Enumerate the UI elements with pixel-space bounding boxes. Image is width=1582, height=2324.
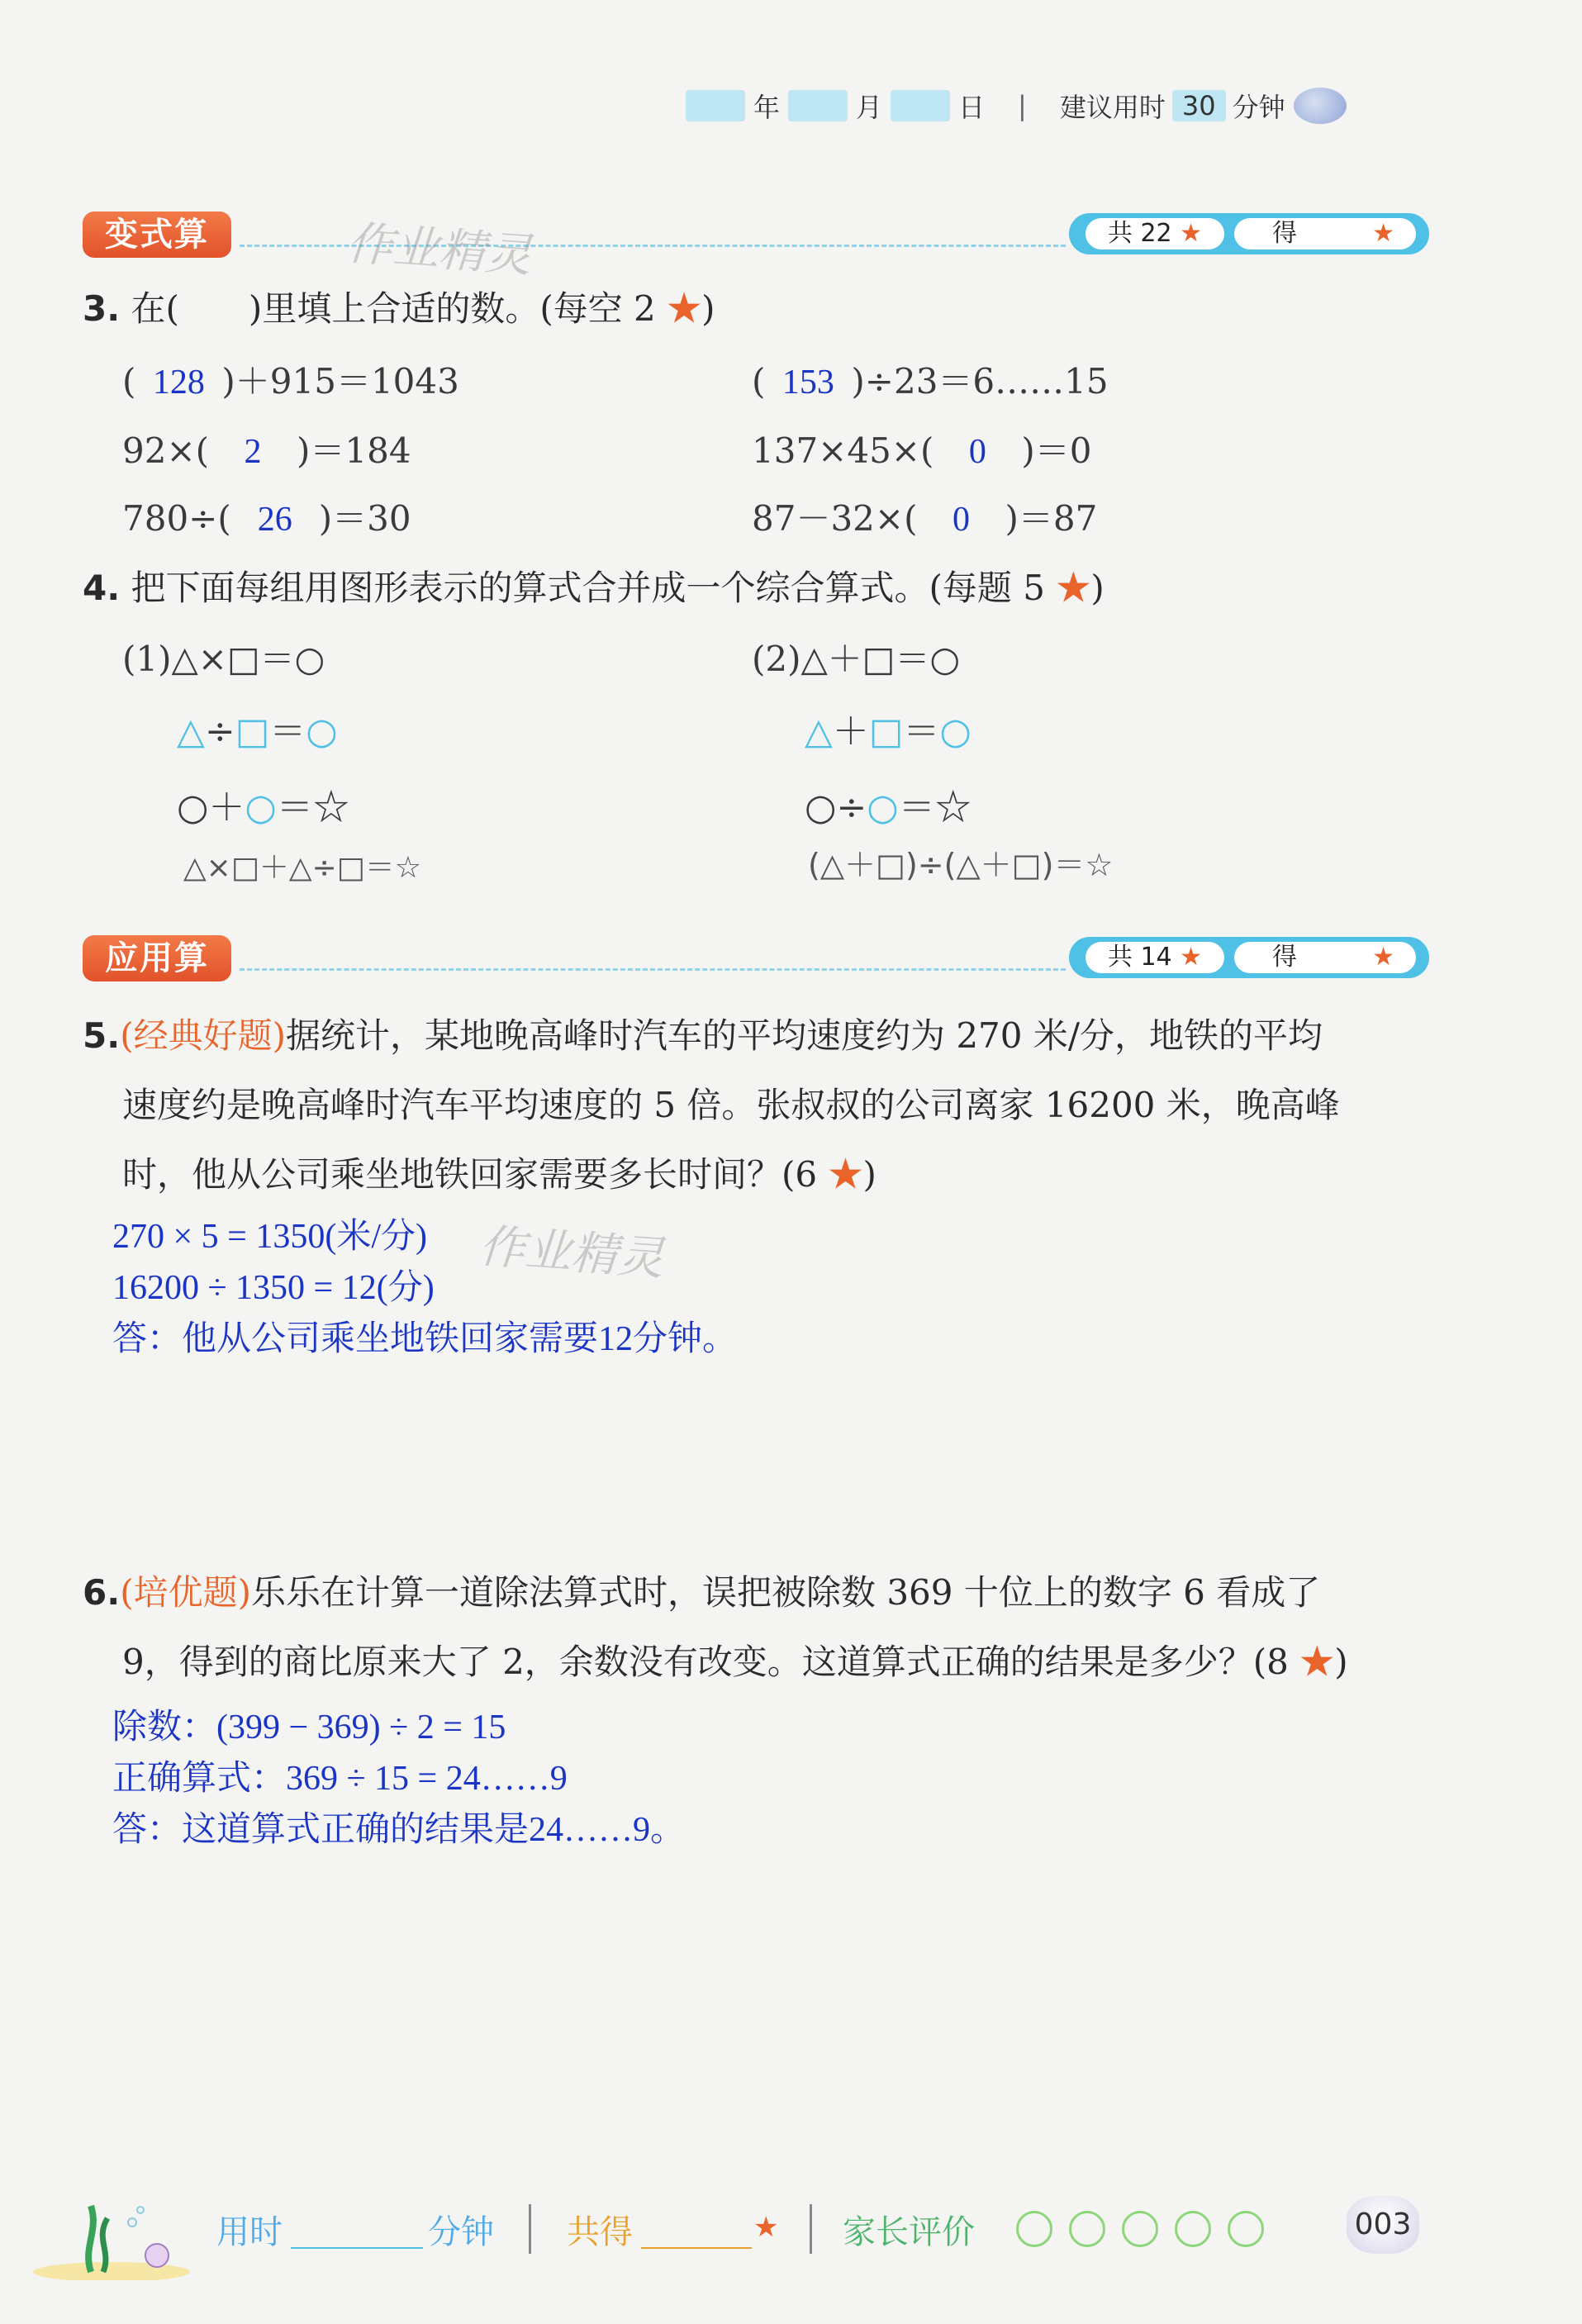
total-stars: 共 22 ★ — [1086, 218, 1224, 250]
time-label: 用时 — [216, 2213, 283, 2251]
smiley-icon[interactable] — [1122, 2211, 1158, 2247]
q3-eq-2-left: 92×( 2 )＝184 — [122, 428, 411, 475]
score-field[interactable] — [1234, 942, 1416, 973]
question-6-line2: 9，得到的商比原来大了 2，余数没有改变。这道算式正确的结果是多少？(8 ★) — [122, 1642, 1348, 1682]
q3-eq-1-right: ( 153 )÷23＝6……15 — [752, 359, 1109, 406]
answer-blank[interactable]: 128 — [152, 364, 205, 402]
question-number: 5. — [83, 1015, 121, 1056]
triangle-icon: △ — [805, 711, 833, 753]
suggest-time-label: 建议用时 — [1059, 92, 1166, 123]
q6-answer-line3[interactable]: 答：这道算式正确的结果是24……9。 — [112, 1811, 686, 1849]
month-box[interactable] — [788, 90, 848, 121]
month-label: 月 — [856, 92, 883, 123]
q4-g2-answer[interactable]: (△＋□)÷(△＋□)＝☆ — [808, 847, 1114, 883]
circle-icon: ○ — [867, 787, 899, 829]
q3-eq-2-right: 137×45×( 0 )＝0 — [752, 428, 1092, 475]
watermark: 作业精灵 — [477, 1219, 666, 1286]
circle-icon: ○ — [805, 787, 837, 829]
day-label: 日 — [958, 92, 986, 123]
square-icon: □ — [868, 711, 904, 753]
total-stars: 共 14 ★ — [1086, 942, 1224, 973]
star-icon: ★ — [753, 2211, 779, 2244]
suggest-minutes: 30 — [1172, 90, 1226, 121]
seaweed-icon — [33, 2189, 190, 2280]
q3-eq-3-right: 87－32×( 0 )＝87 — [752, 496, 1097, 543]
star-icon: ★ — [667, 288, 702, 329]
q4-g2-line3: ○÷○＝☆ — [805, 787, 972, 829]
minutes-unit: 分钟 — [1232, 92, 1285, 123]
smiley-icon[interactable] — [1175, 2211, 1211, 2247]
smiley-icon[interactable] — [1016, 2211, 1052, 2247]
smiley-icon[interactable] — [1069, 2211, 1105, 2247]
section-header-variant — [83, 211, 1429, 258]
year-label: 年 — [753, 92, 781, 123]
divider — [240, 968, 1066, 971]
circle-icon: ○ — [245, 787, 277, 829]
page-number: 003 — [1347, 2196, 1419, 2254]
star-outline-icon: ☆ — [312, 787, 349, 829]
total-input-line[interactable] — [641, 2247, 752, 2249]
q4-g1-line1: (1)△×□＝○ — [122, 639, 325, 679]
question-4-stem: 4. 把下面每组用图形表示的算式合并成一个综合算式。(每题 5 ★) — [83, 568, 1105, 608]
day-box[interactable] — [891, 90, 950, 121]
time-input-line[interactable] — [291, 2247, 423, 2249]
question-3-stem: 3. 在( )里填上合适的数。(每空 2 ★) — [83, 288, 715, 329]
question-6-line1: 6.(培优题)乐乐在计算一道除法算式时，误把被除数 369 十位上的数字 6 看成了 — [83, 1572, 1321, 1613]
question-number: 3. — [83, 288, 121, 329]
answer-blank[interactable]: 0 — [952, 501, 970, 539]
q5-answer-line1[interactable]: 270 × 5 = 1350(米/分) — [112, 1218, 428, 1256]
star-icon: ★ — [1372, 943, 1394, 972]
q5-answer-line3[interactable]: 答：他从公司乘坐地铁回家需要12分钟。 — [112, 1320, 738, 1358]
separator: | — [1018, 90, 1027, 121]
question-tag: (培优题) — [120, 1572, 251, 1613]
q5-answer-line2[interactable]: 16200 ÷ 1350 = 12(分) — [112, 1269, 435, 1307]
question-number: 6. — [83, 1572, 121, 1613]
square-icon: □ — [235, 711, 270, 753]
parent-eval-label: 家长评价 — [843, 2213, 975, 2251]
star-icon: ★ — [1372, 219, 1394, 248]
total-label: 共得 — [567, 2213, 633, 2251]
q4-g2-line2: △＋□＝○ — [805, 711, 972, 753]
star-icon: ★ — [1299, 1642, 1335, 1682]
score-field[interactable] — [1234, 218, 1416, 250]
question-5-line3: 时，他从公司乘坐地铁回家需要多长时间？(6 ★) — [122, 1154, 877, 1195]
footer-separator — [810, 2204, 812, 2254]
score-label: 得 — [1272, 943, 1297, 972]
time-unit: 分钟 — [428, 2213, 494, 2251]
q4-g1-answer[interactable]: △×□＋△÷□＝☆ — [183, 851, 422, 885]
date-bar — [677, 81, 1347, 131]
question-tag: (经典好题) — [120, 1015, 286, 1056]
score-bar — [1069, 937, 1429, 978]
triangle-icon: △ — [177, 711, 205, 753]
star-icon: ★ — [1180, 943, 1203, 972]
question-5-line2: 速度约是晚高峰时汽车平均速度的 5 倍。张叔叔的公司离家 16200 米，晚高峰 — [122, 1085, 1340, 1125]
shell-icon — [1294, 88, 1347, 124]
q4-g1-line3: ○＋○＝☆ — [177, 787, 349, 829]
q6-answer-line1[interactable]: 除数：(399 − 369) ÷ 2 = 15 — [112, 1709, 506, 1747]
answer-blank[interactable]: 153 — [781, 364, 834, 402]
footer — [0, 2181, 1582, 2280]
q3-eq-1-left: ( 128 )＋915＝1043 — [122, 359, 459, 406]
answer-blank[interactable]: 0 — [968, 433, 986, 471]
score-bar — [1069, 213, 1429, 254]
score-label: 得 — [1272, 219, 1297, 248]
q4-g1-line2: △÷□＝○ — [177, 711, 338, 753]
star-outline-icon: ☆ — [934, 787, 972, 829]
circle-icon: ○ — [177, 787, 209, 829]
question-number: 4. — [83, 568, 121, 608]
q6-answer-line2[interactable]: 正确算式：369 ÷ 15 = 24……9 — [112, 1760, 568, 1798]
star-icon: ★ — [1180, 219, 1203, 248]
section-header-application — [83, 935, 1429, 981]
q4-g2-line1: (2)△＋□＝○ — [752, 639, 961, 679]
smiley-icon[interactable] — [1228, 2211, 1264, 2247]
year-box[interactable] — [686, 90, 745, 121]
circle-icon: ○ — [306, 711, 338, 753]
circle-icon: ○ — [939, 711, 972, 753]
footer-separator — [529, 2204, 531, 2254]
star-icon: ★ — [1056, 568, 1091, 608]
answer-blank[interactable]: 26 — [257, 501, 292, 539]
section-title: 变式算 — [83, 211, 231, 258]
answer-blank[interactable]: 2 — [244, 433, 262, 471]
question-5-line1: 5.(经典好题)据统计，某地晚高峰时汽车的平均速度约为 270 米/分，地铁的平均 — [83, 1015, 1323, 1056]
q3-eq-3-left: 780÷( 26 )＝30 — [122, 496, 411, 543]
watermark: 作业精灵 — [344, 216, 534, 283]
star-icon: ★ — [828, 1154, 863, 1195]
section-title: 应用算 — [83, 935, 231, 981]
